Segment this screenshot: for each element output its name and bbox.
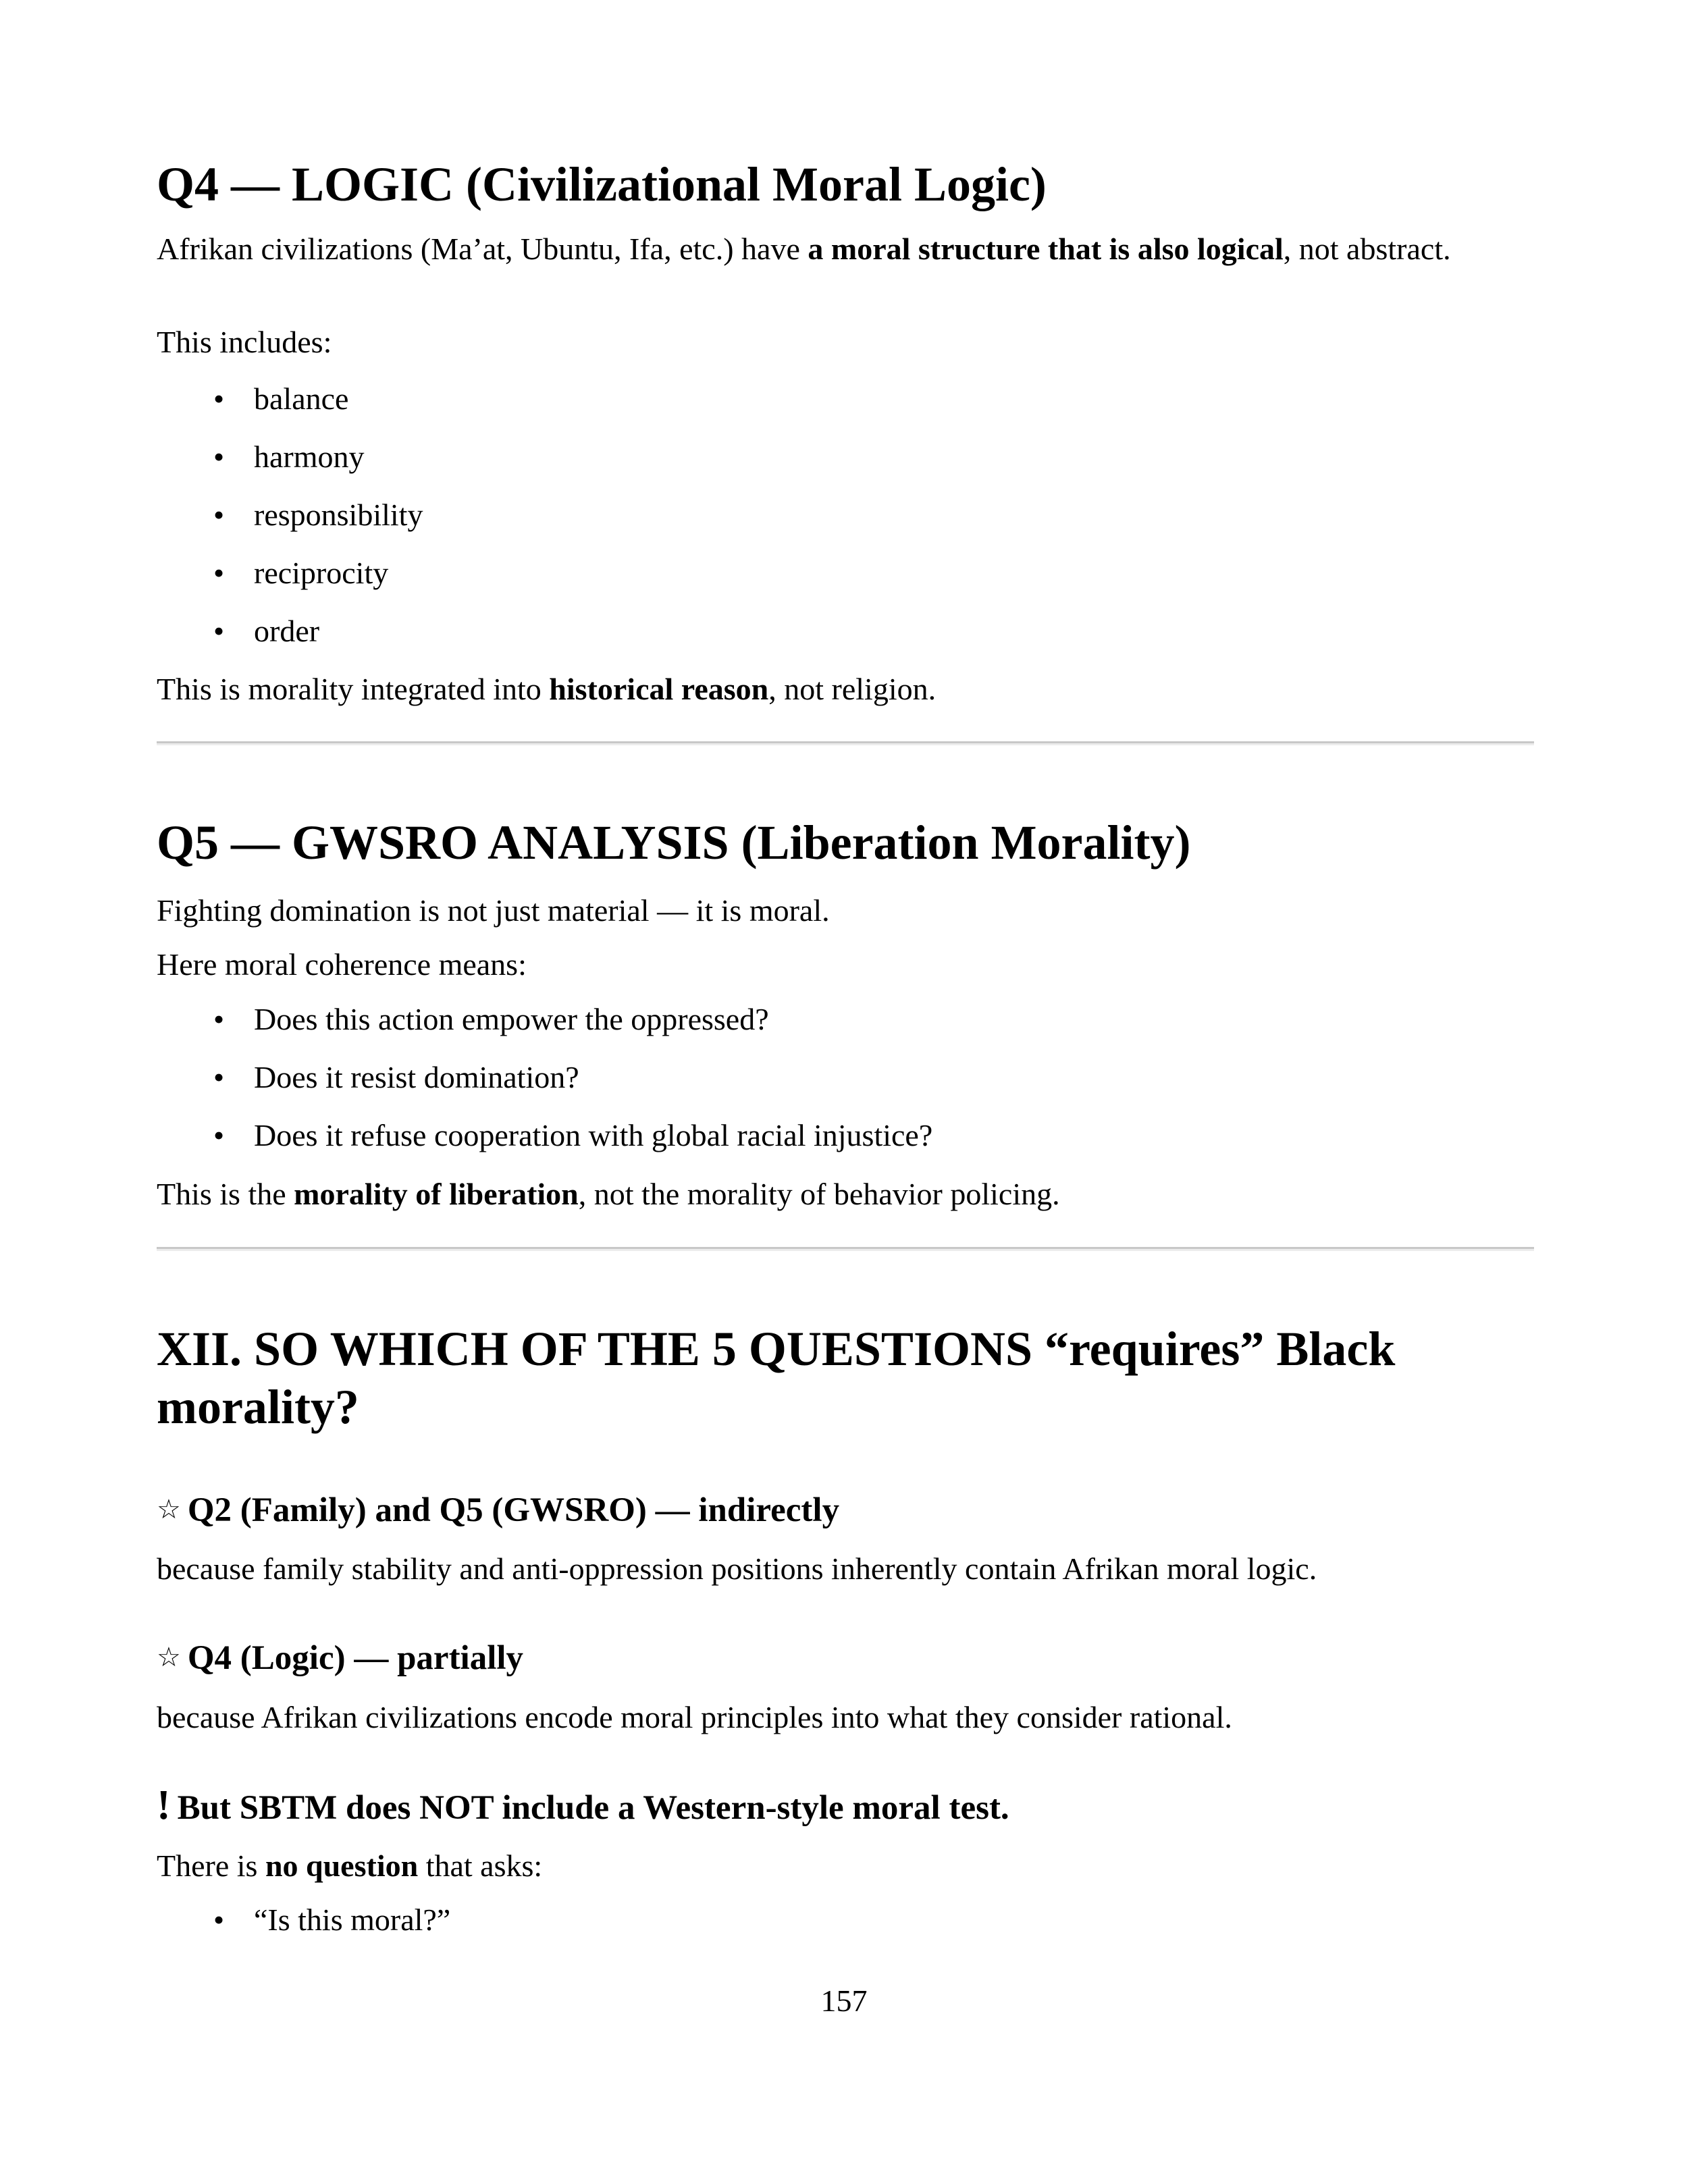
page-number: 157 — [820, 1983, 868, 2018]
xii-sub2-text: Q4 (Logic) — partially — [187, 1639, 524, 1677]
bullet: • — [213, 1060, 225, 1094]
bullet: • — [213, 556, 225, 590]
xii-sub3-body-bold: no question — [265, 1848, 419, 1883]
q4-includes-label: This includes: — [157, 325, 332, 359]
list-item — [157, 1116, 1534, 1174]
list-item-text: responsibility — [254, 498, 423, 532]
xii-sub1-body: because family stability and anti-oppression positions inherently contain Afrikan moral logic. — [157, 1551, 1317, 1586]
star-icon: ☆ — [157, 1494, 181, 1524]
q4-heading: Q4 — LOGIC (Civilizational Moral Logic) — [157, 157, 1047, 211]
bullet: • — [213, 498, 225, 532]
list-item — [157, 612, 1534, 670]
bullet: • — [213, 1902, 225, 1937]
q5-line2: Here moral coherence means: — [157, 947, 527, 982]
section-divider — [157, 1247, 1534, 1251]
xii-sub3-body-tail: that asks: — [418, 1848, 543, 1883]
xii-list — [157, 1900, 1534, 1959]
exclamation-icon: ! — [157, 1782, 171, 1828]
list-item — [157, 1900, 1534, 1959]
q4-closing-tail: , not religion. — [768, 672, 937, 706]
q4-closing-bold: historical reason — [549, 672, 769, 706]
q5-closing-text: This is the — [157, 1177, 294, 1211]
xii-heading-line1: XII. SO WHICH OF THE 5 QUESTIONS “requires” Black — [157, 1322, 1396, 1376]
q5-closing-tail: , not the morality of behavior policing. — [578, 1177, 1060, 1211]
list-item — [157, 554, 1534, 612]
section-divider — [157, 741, 1534, 745]
q5-closing-bold: morality of liberation — [294, 1177, 579, 1211]
xii-sub1-text: Q2 (Family) and Q5 (GWSRO) — indirectly — [187, 1491, 840, 1529]
xii-sub3-heading — [157, 1784, 1534, 1829]
xii-sub2-heading — [157, 1636, 1534, 1679]
xii-sub3-text: But SBTM does NOT include a Western-style moral test. — [177, 1789, 1009, 1827]
bullet: • — [213, 614, 225, 648]
q4-intro — [157, 230, 1534, 268]
xii-heading-line2: morality? — [157, 1380, 359, 1434]
q4-closing — [157, 670, 1534, 708]
list-item-text: order — [254, 614, 320, 648]
bullet: • — [213, 381, 225, 416]
list-item — [157, 496, 1534, 554]
xii-heading — [157, 1320, 1534, 1436]
q5-list — [157, 1000, 1534, 1174]
xii-sub3-body-text: There is — [157, 1848, 265, 1883]
star-icon: ☆ — [157, 1642, 181, 1672]
list-item-text: Does it refuse cooperation with global racial injustice? — [254, 1118, 933, 1152]
list-item-text: balance — [254, 381, 349, 416]
q5-heading: Q5 — GWSRO ANALYSIS (Liberation Morality) — [157, 816, 1191, 870]
list-item — [157, 1058, 1534, 1116]
q5-line1: Fighting domination is not just material — it is moral. — [157, 893, 830, 928]
list-item-text: reciprocity — [254, 556, 389, 590]
q4-closing-text: This is morality integrated into — [157, 672, 550, 706]
q4-intro-tail: , not abstract. — [1283, 232, 1451, 266]
q4-intro-text: Afrikan civilizations (Ma’at, Ubuntu, Ifa, etc.) have — [157, 232, 808, 266]
bullet: • — [213, 1002, 225, 1036]
list-item — [157, 379, 1534, 437]
list-item-text: “Is this moral?” — [254, 1902, 451, 1937]
xii-sub2-body: because Afrikan civilizations encode moral principles into what they consider rational. — [157, 1700, 1232, 1734]
list-item — [157, 1000, 1534, 1058]
q4-intro-bold: a moral structure that is also logical — [808, 232, 1284, 266]
xii-sub3-body — [157, 1846, 1534, 1885]
q4-list — [157, 379, 1534, 670]
list-item-text: Does it resist domination? — [254, 1060, 579, 1094]
bullet: • — [213, 440, 225, 474]
list-item — [157, 437, 1534, 496]
bullet: • — [213, 1118, 225, 1152]
xii-sub1-heading — [157, 1489, 1534, 1531]
q5-closing — [157, 1175, 1534, 1213]
list-item-text: Does this action empower the oppressed? — [254, 1002, 769, 1036]
list-item-text: harmony — [254, 440, 365, 474]
